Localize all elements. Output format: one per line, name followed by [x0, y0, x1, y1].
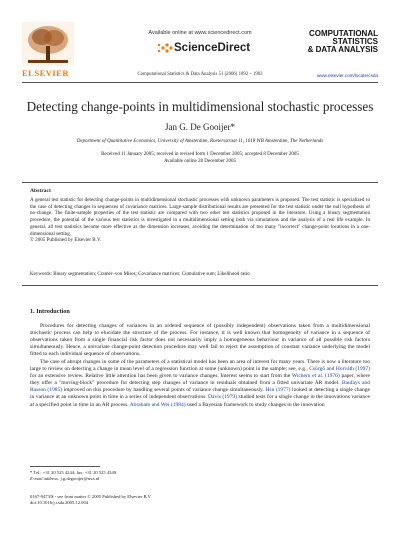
abstract-body: [30, 197, 370, 244]
introduction-paragraph-1: Procedures for detecting changes of variances in an ordered sequence of (possibly independent) observations taken from a multidimensional stochastic process can help to elucidate the structure of the process. For instance, it is well known that homogeneity of variance in a sequence of observations taken from a single financial risk factor does not necessarily imply a homogeneous behaviour in variance of all possible risk factors simultaneously. Hence, a univariate change-point detection procedure may well fail to reject the assumption of constant variance underlying the model fitted to each individual sequence of observations.: [30, 323, 370, 358]
text-run: paper, where they offer a "moving-block" procedure for detecting step changes of variance in residuals obtained from a fitted univariate AR model.: [30, 373, 370, 387]
author-affiliation: Department of Quantitative Economics, University of Amsterdam, Roetersstraat 11, 1018 WB Amsterdam, The Netherlands: [76, 139, 324, 144]
journal-title: [308, 30, 378, 54]
elsevier-tree-logo: [22, 22, 74, 66]
article-dates: [0, 152, 400, 165]
publisher-name: ELSEVIER: [22, 68, 69, 78]
author-footnote: [30, 470, 117, 482]
journal-title-line: & DATA ANALYSIS: [307, 45, 378, 54]
available-online-date: Available online 28 December 2005: [163, 158, 237, 164]
keywords: Keywords: Binary segmentation; Cramér–von Mises; Covariance matrices; Cumulative sum; Likelihood ratio: [30, 272, 250, 277]
introduction-paragraph-2: [30, 359, 370, 408]
page-footer: [30, 494, 152, 506]
text-run: for an extensive review. Relative little attention has been given to variance changes. Interest seems to start from the: [30, 373, 292, 380]
footnote-email-line: [30, 476, 117, 482]
issn-line: 0167-9473/$ - see front matter © 2005 Published by Elsevier B.V.: [30, 494, 152, 499]
doi-link[interactable]: doi:10.1016/j.csda.2005.12.004: [30, 499, 89, 505]
footnote-divider: [30, 466, 100, 467]
sciencedirect-wordmark: ScienceDirect: [174, 42, 251, 54]
abstract-divider: [22, 182, 378, 183]
journal-url-link[interactable]: www.elsevier.com/locate/csda: [316, 73, 378, 78]
header-divider: [22, 82, 378, 83]
abstract-text: A general test statistic for detecting change-points in multidimensional stochastic processes with unknown parameters is proposed. The test statistic is specialized to the case of detecting changes in sequences of covariance matrices. Large-sample distributional results are presented for the test statistic under the null hypothesis of no-change. The finite-sample properties of the test statistic are compared with two other test statistics proposed in the literature. Using a binary segmentation procedure, the potential of the various test statistics is investigated in a multidimensional setting both via simulations and the analysis of a real life example. In general, all test statistics become more effective as the dimension increases, avoiding the determination of too many "incorrect" change-point locations in a one-dimensional setting.: [30, 197, 370, 237]
article-author: Jan G. De Gooijer*: [165, 122, 235, 132]
journal-citation: Computational Statistics & Data Analysis 51 (2006) 1892 – 1903: [137, 72, 263, 77]
text-run: looked at detecting a single change in variance at an unknown point in time in a series of independent observations.: [30, 387, 370, 401]
journal-title-line: STATISTICS: [332, 37, 378, 46]
introduction-body: [30, 323, 370, 409]
footnote-contact: * Tel.: +31 20 525 4244; fax: +31 20 525 4349.: [30, 470, 118, 475]
text-run: The case of abrupt changes in some of the parameters of a statistical model has been an area of interest for many years. There is now a literature too large to review on detecting a change in mean level of a regression function at some (unknown) point in the sample; see, e.g.,: [30, 359, 370, 373]
citation-link[interactable]: Davis (1979): [208, 394, 237, 401]
abstract-copyright: © 2005 Published by Elsevier B.V.: [30, 237, 102, 244]
keywords-divider: [22, 285, 378, 286]
email-link[interactable]: j.g.degooijer@uva.nl: [60, 475, 100, 481]
citation-link[interactable]: Csörgő and Horváth (1997): [309, 366, 371, 373]
article-title: Detecting change-points in multidimensional stochastic processes: [26, 99, 374, 114]
text-run: improved on this procedure by handling several points of variance change simultaneously.: [62, 387, 266, 394]
citation-link[interactable]: Hsu (1977): [265, 387, 291, 394]
citation-link[interactable]: Wichern et al. (1976): [291, 373, 340, 380]
citation-link[interactable]: Baufays and Rasson (1985): [30, 380, 370, 394]
journal-title-line: COMPUTATIONAL: [308, 29, 378, 38]
abstract-heading: Abstract: [30, 188, 51, 194]
citation-link[interactable]: Abraham and Wei (1984): [129, 401, 186, 408]
section-heading: 1. Introduction: [30, 308, 70, 315]
text-run: used a Bayesian framework to study changes in the innovation: [185, 401, 325, 408]
text-run: studied tests for a single change in the innovations variance at a specified point in time in an AR process.: [30, 394, 370, 408]
email-label: E-mail address:: [30, 475, 60, 481]
available-online-text: Available online at www.sciencedirect.com: [148, 30, 252, 36]
received-dates: Received 11 January 2005; received in revised form 1 December 2005; accepted 8 December 2005: [101, 152, 299, 157]
